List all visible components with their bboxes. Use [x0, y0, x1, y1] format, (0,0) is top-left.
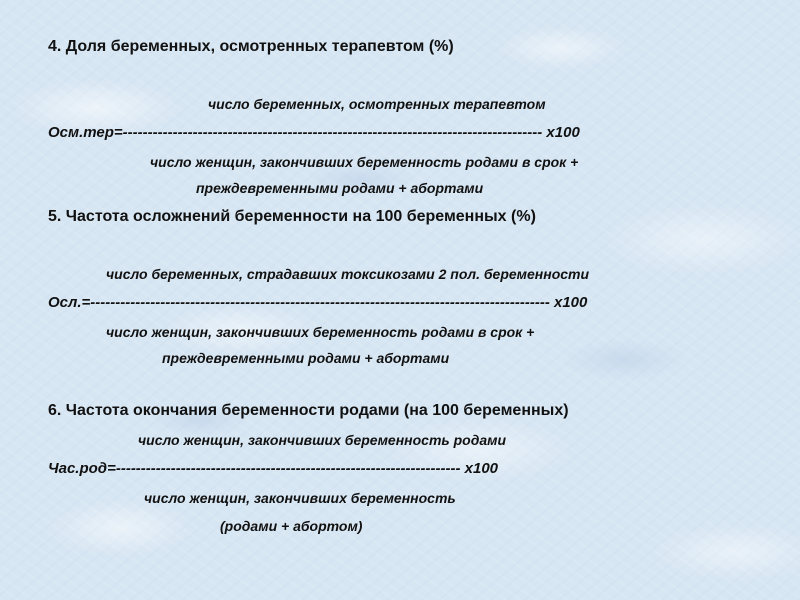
section-6-heading: 6. Частота окончания беременности родами (на 100 беременных) [48, 402, 569, 419]
section-5-formula: Осл.=-------------------------------------------------------------------------------------------- х100 [48, 294, 588, 311]
section-6-formula: Час.род=--------------------------------------------------------------------- х100 [48, 460, 499, 477]
section-6-numerator: число женщин, закончивших беременность родами [138, 432, 507, 448]
section-5-denominator-line2: преждевременными родами + абортами [162, 350, 450, 366]
section-5-numerator: число беременных, страдавших токсикозами 2 пол. беременности [106, 266, 590, 282]
section-6-denominator-line1: число женщин, закончивших беременность [144, 490, 456, 506]
section-5-denominator-line1: число женщин, закончивших беременность родами в срок + [106, 324, 535, 340]
section-4-heading: 4. Доля беременных, осмотренных терапевтом (%) [48, 38, 454, 55]
section-5-heading: 5. Частота осложнений беременности на 100 беременных (%) [48, 208, 536, 225]
section-4-denominator-line1: число женщин, закончивших беременность родами в срок + [150, 154, 579, 170]
section-4-denominator-line2: преждевременными родами + абортами [196, 180, 484, 196]
section-6-denominator-line2: (родами + абортом) [220, 518, 363, 534]
section-4-formula: Осм.тер=------------------------------------------------------------------------------------ х100 [48, 124, 580, 141]
section-4-numerator: число беременных, осмотренных терапевтом [208, 96, 546, 112]
